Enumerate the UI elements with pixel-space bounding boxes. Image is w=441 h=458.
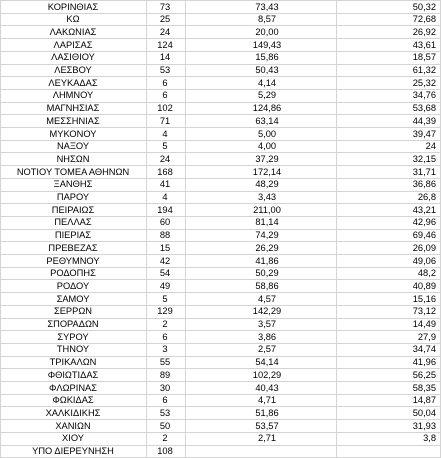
per-capita-cell[interactable]: 39,47 (412, 128, 436, 139)
cases-cell[interactable]: 14 (159, 52, 171, 63)
cases-cell[interactable]: 54 (159, 268, 171, 279)
per-capita-cell[interactable]: 15,16 (412, 293, 436, 304)
table-row[interactable] (0, 13, 441, 26)
table-row[interactable] (0, 343, 441, 356)
area-name-cell[interactable]: ΦΛΩΡΙΝΑΣ (48, 382, 98, 393)
cases-cell[interactable]: 89 (159, 369, 171, 380)
rate-cell[interactable]: 8,57 (257, 14, 277, 25)
per-capita-cell[interactable]: 24 (425, 141, 436, 152)
cases-cell[interactable]: 4 (162, 192, 168, 202)
table-row[interactable] (0, 77, 441, 90)
per-capita-cell[interactable]: 25,32 (412, 77, 436, 88)
area-name-cell[interactable]: ΦΩΚΙΔΑΣ (52, 395, 94, 406)
cases-cell[interactable]: 42 (159, 255, 171, 266)
area-name-cell[interactable]: ΦΘΙΩΤΙΔΑΣ (47, 369, 99, 380)
table-row[interactable] (0, 293, 441, 306)
rate-cell[interactable]: 102,29 (252, 369, 282, 380)
cases-cell[interactable]: 49 (159, 280, 171, 291)
cases-cell[interactable]: 108 (157, 446, 173, 456)
area-name-cell[interactable]: ΠΙΕΡΙΑΣ (54, 230, 92, 241)
table-row[interactable] (0, 153, 441, 166)
per-capita-cell[interactable]: 26,09 (412, 242, 436, 253)
cases-cell[interactable]: 41 (159, 179, 171, 190)
per-capita-cell[interactable]: 3,8 (423, 433, 436, 444)
cases-cell[interactable]: 6 (162, 395, 168, 406)
table-row[interactable] (0, 382, 441, 395)
per-capita-cell[interactable]: 36,86 (412, 179, 436, 190)
table-row[interactable] (0, 191, 441, 204)
area-name-cell[interactable]: ΛΑΚΩΝΙΑΣ (49, 26, 97, 37)
per-capita-cell[interactable]: 43,21 (412, 204, 436, 215)
table-row[interactable] (0, 115, 441, 128)
table-row[interactable] (0, 1, 441, 14)
per-capita-cell[interactable]: 69,46 (412, 230, 436, 241)
rate-cell[interactable]: 4,00 (257, 141, 277, 152)
table-row[interactable] (0, 102, 441, 115)
per-capita-cell[interactable]: 18,57 (412, 52, 436, 63)
cases-cell[interactable]: 88 (159, 230, 171, 241)
rate-cell[interactable]: 73,43 (255, 1, 279, 12)
table-row[interactable] (0, 305, 441, 318)
table-row[interactable] (0, 89, 441, 102)
area-name-cell[interactable]: ΝΑΞΟΥ (56, 141, 90, 152)
table-row[interactable] (0, 51, 441, 64)
area-name-cell[interactable]: ΛΕΥΚΑΔΑΣ (48, 77, 98, 88)
area-name-cell[interactable]: ΧΑΛΚΙΔΙΚΗΣ (45, 407, 101, 418)
rate-cell[interactable]: 3,43 (257, 192, 277, 202)
area-name-cell[interactable]: ΜΑΓΝΗΣΙΑΣ (46, 103, 100, 114)
rate-cell[interactable]: 149,43 (252, 39, 282, 50)
cases-cell[interactable]: 6 (162, 90, 168, 101)
table-row[interactable] (0, 229, 441, 242)
area-name-cell[interactable]: ΛΑΡΙΣΑΣ (53, 39, 93, 50)
per-capita-cell[interactable]: 26,92 (412, 26, 436, 37)
cases-cell[interactable]: 30 (159, 382, 171, 393)
per-capita-cell[interactable]: 40,89 (412, 280, 436, 291)
area-name-cell[interactable]: ΝΗΣΩΝ (56, 153, 90, 164)
table-row[interactable] (0, 432, 441, 445)
area-name-cell[interactable]: ΠΕΙΡΑΙΩΣ (51, 204, 95, 215)
table-row[interactable] (0, 242, 441, 255)
area-name-cell[interactable]: ΛΕΣΒΟΥ (54, 65, 92, 75)
table-row[interactable] (0, 369, 441, 382)
table-row[interactable] (0, 255, 441, 268)
per-capita-cell[interactable]: 73,12 (412, 306, 436, 317)
cases-cell[interactable]: 5 (162, 141, 168, 152)
cases-cell[interactable]: 102 (157, 103, 173, 114)
area-name-cell[interactable]: ΤΗΝΟΥ (56, 344, 90, 355)
cases-cell[interactable]: 55 (159, 357, 171, 368)
rate-cell[interactable]: 142,29 (252, 306, 282, 317)
rate-cell[interactable]: 2,57 (257, 344, 277, 355)
area-name-cell[interactable]: ΣΕΡΡΩΝ (53, 306, 92, 317)
per-capita-cell[interactable]: 49,06 (412, 255, 436, 266)
per-capita-cell[interactable]: 27,9 (417, 331, 436, 342)
rate-cell[interactable]: 48,29 (255, 179, 279, 190)
per-capita-cell[interactable]: 72,68 (412, 14, 436, 25)
table-row[interactable] (0, 178, 441, 191)
cases-cell[interactable]: 71 (159, 115, 171, 126)
table-row[interactable] (0, 394, 441, 407)
rate-cell[interactable]: 15,86 (255, 52, 279, 63)
table-row[interactable] (0, 445, 441, 458)
per-capita-cell[interactable]: 31,93 (412, 420, 436, 431)
per-capita-cell[interactable]: 56,25 (412, 369, 436, 380)
table-row[interactable] (0, 267, 441, 280)
table-row[interactable] (0, 280, 441, 293)
area-name-cell[interactable]: ΞΑΝΘΗΣ (53, 179, 93, 190)
cases-cell[interactable]: 6 (162, 331, 168, 342)
cases-cell[interactable]: 60 (159, 217, 171, 228)
per-capita-cell[interactable]: 50,32 (412, 1, 436, 12)
rate-cell[interactable]: 53,57 (255, 420, 279, 431)
per-capita-cell[interactable] (338, 445, 436, 458)
area-name-cell[interactable]: ΡΟΔΟΠΗΣ (50, 268, 96, 279)
per-capita-cell[interactable]: 26,8 (417, 192, 436, 202)
cases-cell[interactable]: 24 (159, 26, 171, 37)
area-name-cell[interactable]: ΡΕΘΥΜΝΟΥ (46, 255, 100, 266)
rate-cell[interactable]: 124,86 (252, 103, 282, 114)
rate-cell[interactable]: 3,57 (257, 319, 277, 329)
rate-cell[interactable]: 40,43 (255, 382, 279, 393)
rate-cell[interactable]: 4,57 (257, 293, 277, 304)
area-name-cell[interactable]: ΤΡΙΚΑΛΩΝ (49, 357, 97, 368)
cases-cell[interactable]: 73 (159, 1, 171, 12)
rate-cell[interactable]: 5,29 (257, 90, 277, 101)
area-name-cell[interactable]: ΝΟΤΙΟΥ ΤΟΜΕΑ ΑΘΗΝΩΝ (16, 166, 130, 177)
rate-cell[interactable]: 2,71 (257, 433, 277, 444)
cases-cell[interactable]: 15 (159, 242, 171, 253)
area-name-cell[interactable]: ΠΕΛΛΑΣ (54, 217, 92, 228)
per-capita-cell[interactable]: 34,74 (412, 344, 436, 355)
table-row[interactable] (0, 64, 441, 77)
table-row[interactable] (0, 204, 441, 217)
cases-cell[interactable]: 124 (157, 39, 173, 50)
table-row[interactable] (0, 318, 441, 331)
cases-cell[interactable]: 24 (159, 153, 171, 164)
per-capita-cell[interactable]: 32,15 (412, 153, 436, 164)
table-row[interactable] (0, 166, 441, 179)
rate-cell[interactable] (200, 445, 334, 458)
rate-cell[interactable]: 20,00 (255, 26, 279, 37)
cases-cell[interactable]: 53 (159, 407, 171, 418)
rate-cell[interactable]: 4,14 (257, 77, 277, 88)
cases-cell[interactable]: 3 (162, 344, 168, 355)
table-row[interactable] (0, 26, 441, 39)
rate-cell[interactable]: 3,86 (257, 331, 277, 342)
per-capita-cell[interactable]: 43,61 (412, 39, 436, 50)
rate-cell[interactable]: 51,86 (255, 407, 279, 418)
area-name-cell[interactable]: ΣΥΡΟΥ (57, 331, 89, 342)
area-name-cell[interactable]: ΣΠΟΡΑΔΩΝ (47, 319, 99, 329)
area-name-cell[interactable]: ΠΑΡΟΥ (56, 192, 90, 202)
area-name-cell[interactable]: ΠΡΕΒΕΖΑΣ (48, 242, 98, 253)
area-name-cell[interactable]: ΚΟΡΙΝΘΙΑΣ (47, 1, 99, 12)
cases-cell[interactable]: 25 (159, 14, 171, 25)
area-name-cell[interactable]: ΡΟΔΟΥ (56, 280, 90, 291)
per-capita-cell[interactable]: 14,87 (412, 395, 436, 406)
table-row[interactable] (0, 356, 441, 369)
per-capita-cell[interactable]: 42,96 (412, 217, 436, 228)
area-name-cell[interactable]: ΛΗΜΝΟΥ (52, 90, 94, 101)
per-capita-cell[interactable]: 14,49 (412, 319, 436, 329)
per-capita-cell[interactable]: 48,2 (417, 268, 436, 279)
cases-cell[interactable]: 4 (162, 128, 168, 139)
table-row[interactable] (0, 331, 441, 344)
rate-cell[interactable]: 26,29 (255, 242, 279, 253)
per-capita-cell[interactable]: 53,68 (412, 103, 436, 114)
rate-cell[interactable]: 37,29 (255, 153, 279, 164)
rate-cell[interactable]: 63,14 (255, 115, 279, 126)
per-capita-cell[interactable]: 41,96 (412, 357, 436, 368)
area-name-cell[interactable]: ΜΥΚΟΝΟΥ (49, 128, 97, 139)
area-name-cell[interactable]: ΧΑΝΙΩΝ (55, 420, 91, 431)
rate-cell[interactable]: 54,14 (255, 357, 279, 368)
cases-cell[interactable]: 6 (162, 77, 168, 88)
area-name-cell[interactable]: ΥΠΟ ΔΙΕΡΕΥΝΗΣΗ (32, 446, 114, 456)
table-row[interactable] (0, 39, 441, 52)
cases-cell[interactable]: 2 (162, 319, 168, 329)
cases-cell[interactable]: 5 (162, 293, 168, 304)
rate-cell[interactable]: 172,14 (252, 166, 282, 177)
rate-cell[interactable]: 58,86 (255, 280, 279, 291)
area-name-cell[interactable]: ΧΙΟΥ (62, 433, 84, 444)
table-row[interactable] (0, 407, 441, 420)
cases-cell[interactable]: 168 (157, 166, 173, 177)
area-name-cell[interactable]: ΚΩ (66, 14, 80, 25)
rate-cell[interactable]: 4,71 (257, 395, 277, 406)
rate-cell[interactable]: 50,43 (255, 65, 279, 75)
table-row[interactable] (0, 128, 441, 141)
area-name-cell[interactable]: ΛΑΣΙΘΙΟΥ (51, 52, 95, 63)
cases-cell[interactable]: 2 (162, 433, 168, 444)
rate-cell[interactable]: 74,29 (255, 230, 279, 241)
cases-cell[interactable]: 53 (159, 65, 171, 75)
cases-cell[interactable]: 50 (159, 420, 171, 431)
table-row[interactable] (0, 140, 441, 153)
table-row[interactable] (0, 216, 441, 229)
per-capita-cell[interactable]: 34,76 (412, 90, 436, 101)
rate-cell[interactable]: 81,14 (255, 217, 279, 228)
per-capita-cell[interactable]: 44,39 (412, 115, 436, 126)
per-capita-cell[interactable]: 50,04 (412, 407, 436, 418)
per-capita-cell[interactable]: 61,32 (412, 65, 436, 75)
cases-cell[interactable]: 129 (157, 306, 173, 317)
area-name-cell[interactable]: ΜΕΣΣΗΝΙΑΣ (46, 115, 100, 126)
table-row[interactable] (0, 420, 441, 433)
rate-cell[interactable]: 211,00 (253, 204, 281, 215)
rate-cell[interactable]: 41,86 (255, 255, 279, 266)
rate-cell[interactable]: 5,00 (257, 128, 277, 139)
per-capita-cell[interactable]: 31,71 (412, 166, 436, 177)
rate-cell[interactable]: 50,29 (255, 268, 279, 279)
area-name-cell[interactable]: ΣΑΜΟΥ (56, 293, 90, 304)
cases-cell[interactable]: 194 (157, 204, 173, 215)
per-capita-cell[interactable]: 58,35 (412, 382, 436, 393)
